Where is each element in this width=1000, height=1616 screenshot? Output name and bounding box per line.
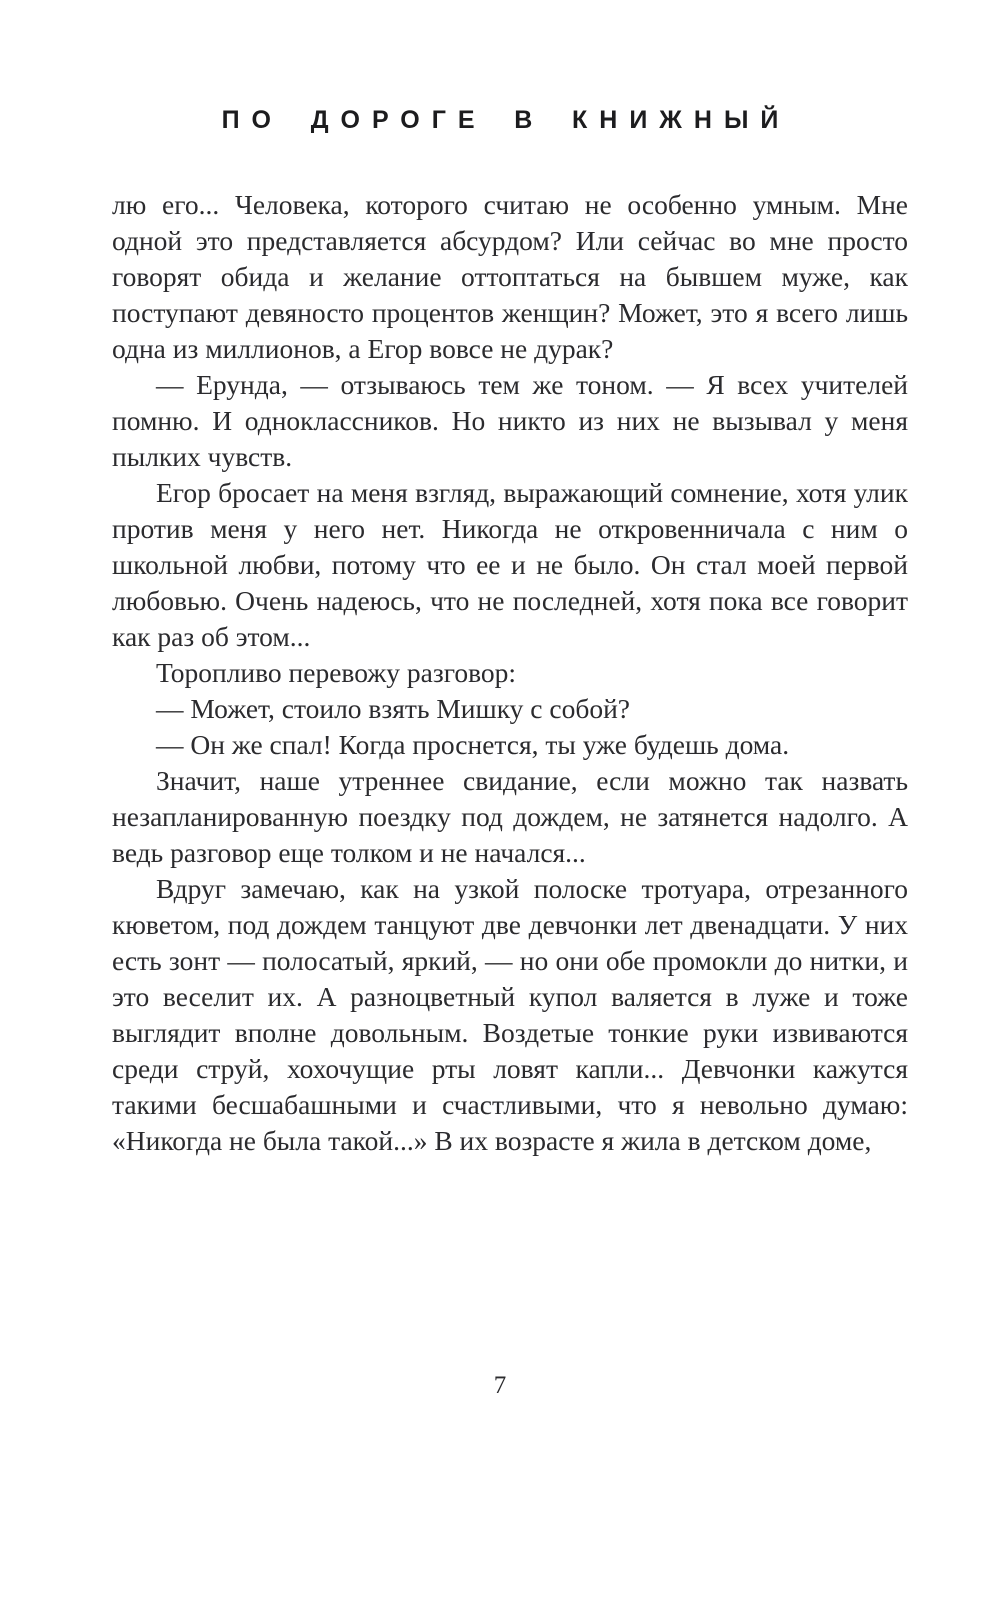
paragraph: Вдруг замечаю, как на узкой полоске тротуара, отрезанного кюветом, под дождем танцуют две девчонки лет двенадцати. У них есть зонт — полосатый, яркий, — но они обе промокли до нитки, и это веселит их. А разноцветный купол валяется в луже и тоже выглядит вполне довольным. Воздетые тонкие руки извиваются среди струй, хохочущие рты ловят капли... Девчонки кажутся такими бесшабашными и счастливыми, что я невольно думаю: «Никогда не была такой...» В их возрасте я жила в детском доме, bbox=[112, 873, 908, 1156]
page-text bbox=[112, 187, 908, 1159]
running-head: ПО ДОРОГЕ В КНИЖНЫЙ bbox=[221, 106, 791, 134]
paragraph: — Может, стоило взять Мишку с собой? bbox=[156, 693, 630, 724]
paragraph: Торопливо перевожу разговор: bbox=[156, 657, 517, 688]
paragraph: Значит, наше утреннее свидание, если можно так назвать незапланированную поездку под дождем, не затянется надолго. А ведь разговор еще толком и не начался... bbox=[112, 765, 908, 868]
page-number: 7 bbox=[493, 1372, 507, 1399]
paragraph: — Ерунда, — отзываюсь тем же тоном. — Я всех учителей помню. И одноклассников. Но никто из них не вызывал у меня пылких чувств. bbox=[112, 369, 908, 472]
paragraph: — Он же спал! Когда проснется, ты уже будешь дома. bbox=[156, 729, 790, 760]
paragraph: лю его... Человека, которого считаю не особенно умным. Мне одной это представляется абсурдом? Или сейчас во мне просто говорят обида и желание оттоптаться на бывшем муже, как поступают девяносто процентов женщин? Может, это я всего лишь одна из миллионов, а Егор вовсе не дурак? bbox=[112, 189, 908, 364]
paragraph: Егор бросает на меня взгляд, выражающий сомнение, хотя улик против меня у него нет. Никогда не откровенничала с ним о школьной любви, потому что ее и не было. Он стал моей первой любовью. Очень надеюсь, что не последней, хотя пока все говорит как раз об этом... bbox=[112, 477, 908, 652]
